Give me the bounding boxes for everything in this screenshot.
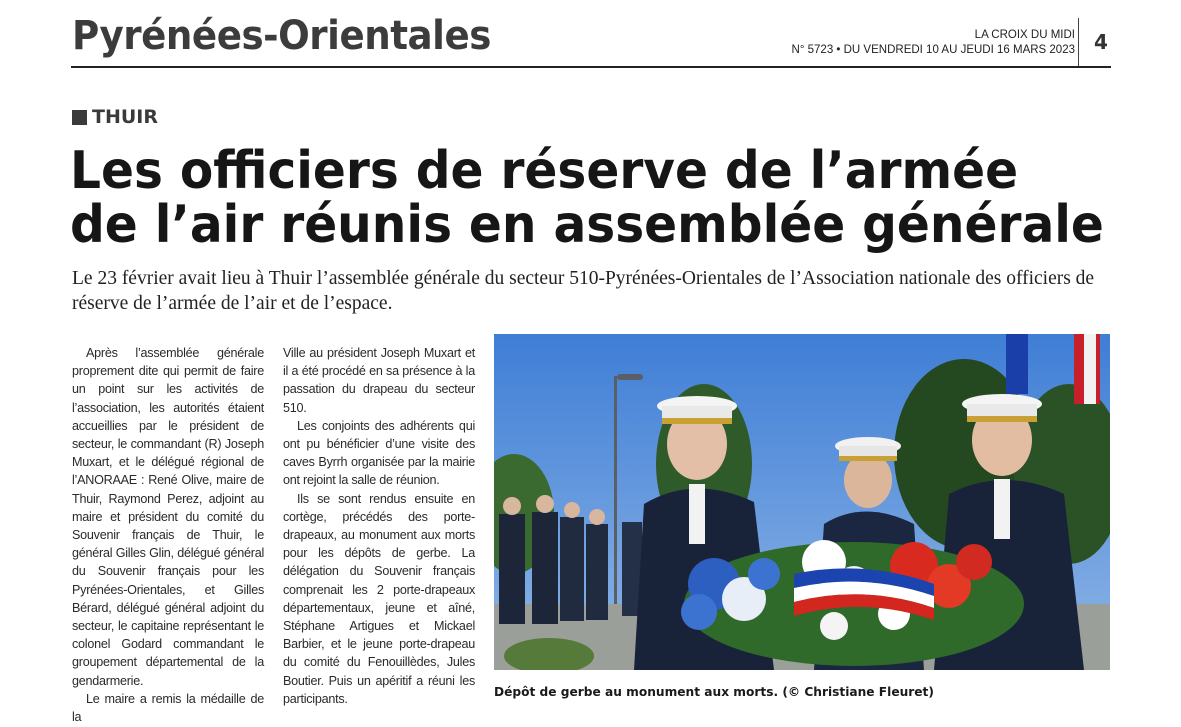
article-column-1 — [72, 344, 264, 726]
paragraph: Ils se sont rendus ensuite en cortège, précédés des porte-drapeaux, au monument aux morts pour les dépôts de gerbe. La délégation du Souvenir français comprenait les 2 porte-drapeaux départementaux, jeune et aîné, Stéphane Artigues et Mickael Barbier, et le jeune porte-drapeau du comité du Fenouillèdes, Jules Boutier. Puis un apéritif a réuni les participants. — [283, 491, 475, 706]
issue-info: N° 5723 • DU VENDREDI 10 AU JEUDI 16 MARS 2023 — [791, 44, 1075, 56]
paragraph: Le maire a remis la médaille de la — [72, 691, 264, 725]
article-headline — [70, 141, 1120, 255]
article-lead: Le 23 février avait lieu à Thuir l’assemblée générale du secteur 510-Pyrénées-Orientales de l’Association nationale des officiers de réserve de l’armée de l’air et de l’espace. — [72, 268, 1095, 314]
headline-line-2: de l’air réunis en assemblée générale — [70, 195, 1104, 255]
kicker-square-icon — [72, 110, 87, 125]
photo-caption: Dépôt de gerbe au monument aux morts. (© Christiane Fleuret) — [494, 685, 934, 699]
section-title: Pyrénées-Orientales — [72, 13, 491, 59]
newspaper-name: LA CROIX DU MIDI — [974, 29, 1075, 41]
paragraph: Les conjoints des adhérents qui ont pu bénéficier d’une visite des caves Byrrh organisée par la mairie ont rejoint la salle de réunion. — [283, 418, 475, 488]
header-rule — [71, 66, 1111, 68]
lamp-post — [614, 376, 617, 606]
paragraph: Ville au président Joseph Muxart et il a été procédé en sa présence à la passation du drapeau du secteur 510. — [283, 346, 475, 415]
article-kicker — [72, 106, 158, 128]
kicker-label: THUIR — [92, 106, 158, 128]
article-column-2 — [283, 344, 475, 708]
headline-line-1: Les officiers de réserve de l’armée — [70, 141, 1019, 201]
photo-illustration — [494, 334, 1110, 670]
header-divider — [1078, 18, 1079, 66]
masthead-info — [792, 28, 1075, 58]
article-photo — [494, 334, 1110, 670]
paragraph: Après l’assemblée générale proprement dite qui permit de faire un point sur les activités de l’association, les autorités étaient accueillies par le président de secteur, le commandant (R) Joseph Muxart, et le délégué régional de l’ANORAAE : René Olive, maire de Thuir, Raymond Perez, adjoint au maire et président du comité du Souvenir français de Thuir, le général Gilles Glin, délégué général du Souvenir français pour les Pyrénées-Orientales, et Gilles Bérard, délégué général adjoint du secteur, le capitaine représentant le colonel Godard commandant le groupement départemental de la gendarmerie. — [72, 346, 264, 688]
page-number: 4 — [1094, 30, 1108, 54]
